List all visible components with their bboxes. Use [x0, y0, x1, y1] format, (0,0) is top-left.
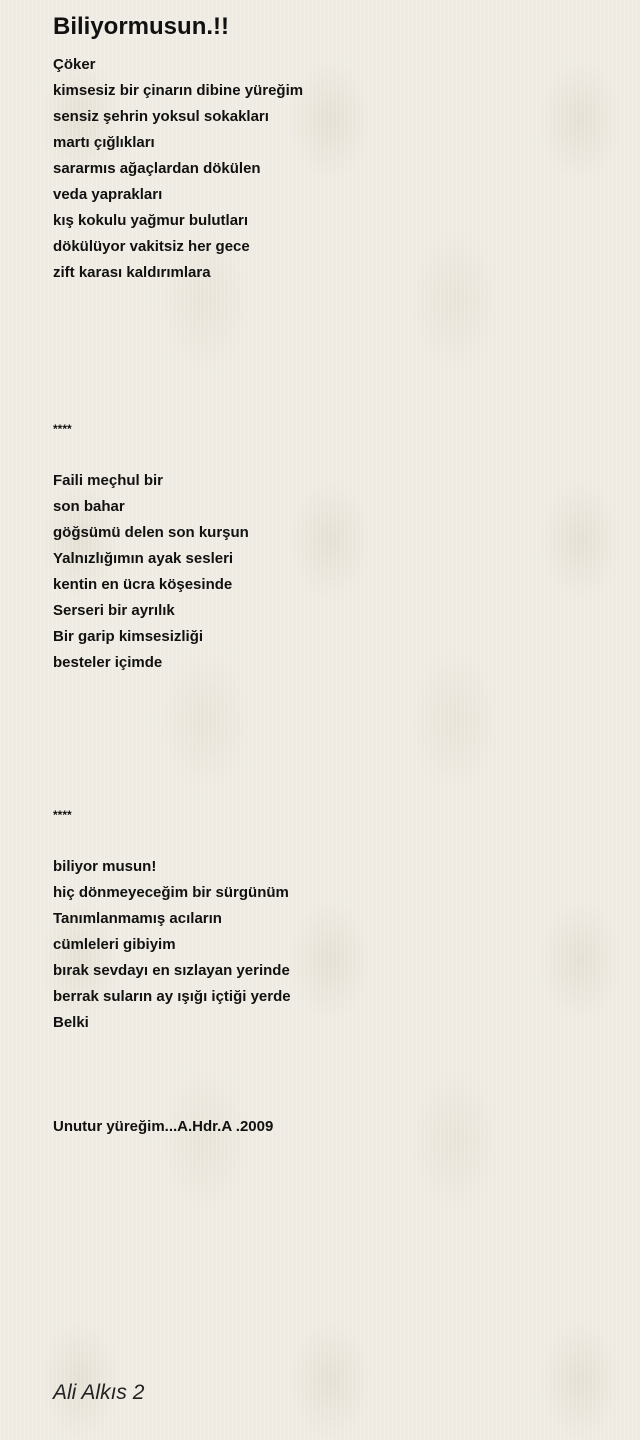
- stanza-separator: ****: [53, 808, 72, 822]
- poem-line: Serseri bir ayrılık: [53, 602, 175, 619]
- poem-line: biliyor musun!: [53, 858, 157, 875]
- poem-closing-line: Unutur yüreğim...A.Hdr.A .2009: [53, 1118, 274, 1135]
- poem-line: besteler içimde: [53, 654, 163, 671]
- poem-line: hiç dönmeyeceğim bir sürgünüm: [53, 884, 289, 901]
- poem-line: kentin en ücra köşesinde: [53, 576, 233, 593]
- stanza-2: [53, 468, 613, 802]
- poem-line: kimsesiz bir çinarın dibine yüreğim: [53, 82, 304, 99]
- poem-line: Yalnızlığımın ayak sesleri: [53, 550, 234, 567]
- stanza-3: [53, 854, 613, 1114]
- poem-line: cümleleri gibiyim: [53, 936, 176, 953]
- poem-line: Belki: [53, 1014, 89, 1031]
- poem-line: berrak suların ay ışığı içtiği yerde: [53, 988, 291, 1005]
- poem-title: Biliyormusun.!!: [53, 13, 230, 40]
- poem-line: dökülüyor vakitsiz her gece: [53, 238, 250, 255]
- poem-line: son bahar: [53, 498, 125, 515]
- author-name: Ali Alkıs 2: [53, 1381, 145, 1404]
- poem-line: Bir garip kimsesizliği: [53, 628, 204, 645]
- poem-line: bırak sevdayı en sızlayan yerinde: [53, 962, 290, 979]
- poem-line: Faili meçhul bir: [53, 472, 164, 489]
- stanza-separator: ****: [53, 422, 72, 436]
- poem-line: sararmıs ağaçlardan dökülen: [53, 160, 261, 177]
- poem-line: sensiz şehrin yoksul sokakları: [53, 108, 269, 125]
- poem-line: zift karası kaldırımlara: [53, 264, 211, 281]
- poem-line: kış kokulu yağmur bulutları: [53, 212, 249, 229]
- poem-line: göğsümü delen son kurşun: [53, 524, 249, 541]
- poem-container: [53, 10, 613, 1140]
- poem-line: Tanımlanmamış acıların: [53, 910, 222, 927]
- poem-line: veda yaprakları: [53, 186, 163, 203]
- poem-line: Çöker: [53, 56, 96, 73]
- stanza-1: [53, 52, 613, 416]
- poem-line: martı çığlıkları: [53, 134, 155, 151]
